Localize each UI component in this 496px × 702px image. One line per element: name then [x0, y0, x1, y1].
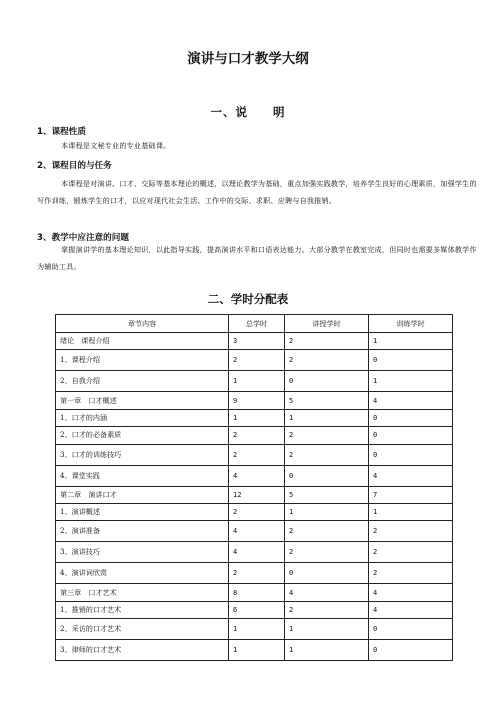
table-cell-hours: 3 [229, 333, 285, 350]
table-row [56, 619, 453, 640]
table-cell-chapter: 绪论 课程介绍 [56, 333, 229, 350]
table-cell-hours: 4 [285, 584, 369, 601]
table-cell-hours: 9 [229, 392, 285, 409]
table-cell-hours: 1 [229, 371, 285, 392]
hours-table [55, 314, 453, 661]
table-cell-hours: 2 [285, 601, 369, 618]
table-row [56, 427, 453, 444]
table-cell-hours: 4 [369, 601, 453, 618]
table-cell-hours: 1 [229, 640, 285, 661]
table-row [56, 444, 453, 465]
table-body [56, 333, 453, 661]
table-cell-hours: 8 [229, 584, 285, 601]
table-cell-hours: 2 [285, 427, 369, 444]
table-row [56, 371, 453, 392]
subheading-course-nature: 1、课程性质 [37, 127, 86, 137]
table-cell-hours: 4 [369, 392, 453, 409]
table-cell-hours: 2 [229, 444, 285, 465]
table-cell-hours: 1 [285, 619, 369, 640]
table-cell-hours: 2 [285, 444, 369, 465]
table-row [56, 333, 453, 350]
table-cell-hours: 0 [369, 619, 453, 640]
subheading-course-purpose: 2、课程目的与任务 [37, 161, 112, 171]
table-cell-chapter: 4、课堂实践 [56, 465, 229, 486]
table-cell-hours: 0 [285, 371, 369, 392]
table-row [56, 601, 453, 618]
table-cell-chapter: 第三章 口才艺术 [56, 584, 229, 601]
column-header: 训练学时 [369, 315, 453, 333]
table-cell-hours: 4 [229, 542, 285, 563]
table-cell-hours: 7 [369, 486, 453, 503]
table-cell-chapter: 第二章 演讲口才 [56, 486, 229, 503]
section-heading-description: 一、说 明 [210, 105, 286, 119]
table-cell-chapter: 第一章 口才概述 [56, 392, 229, 409]
table-cell-hours: 1 [229, 409, 285, 426]
document-title: 演讲与口才教学大纲 [187, 51, 309, 67]
column-header: 讲授学时 [285, 315, 369, 333]
table-cell-hours: 1 [369, 333, 453, 350]
table-cell-hours: 0 [369, 427, 453, 444]
table-cell-hours: 2 [229, 427, 285, 444]
table-cell-hours: 2 [369, 542, 453, 563]
column-header: 章节内容 [56, 315, 229, 333]
table-row [56, 542, 453, 563]
table-cell-hours: 2 [369, 521, 453, 542]
table-header-row [56, 315, 453, 333]
table-cell-hours: 2 [229, 350, 285, 371]
table-cell-hours: 1 [285, 640, 369, 661]
table-cell-hours: 1 [229, 619, 285, 640]
table-cell-hours: 0 [369, 444, 453, 465]
table-cell-hours: 4 [369, 584, 453, 601]
paragraph-teaching-notes: 掌握演讲学的基本理论知识，以此指导实践，提高演讲水平和口语表达能力。大部分教学在教室完成，但同时也需要多媒体教学作为辅助工具。 [37, 245, 477, 271]
table-cell-hours: 1 [369, 371, 453, 392]
table-cell-chapter: 2、自我介绍 [56, 371, 229, 392]
table-cell-chapter: 1、课程介绍 [56, 350, 229, 371]
table-cell-chapter: 2、演讲准备 [56, 521, 229, 542]
table-cell-chapter: 1、推销的口才艺术 [56, 601, 229, 618]
table-cell-hours: 1 [285, 503, 369, 520]
table-cell-hours: 1 [285, 409, 369, 426]
table-cell-hours: 2 [229, 563, 285, 584]
table-cell-chapter: 1、演讲概述 [56, 503, 229, 520]
table-row [56, 409, 453, 426]
table-cell-hours: 0 [285, 563, 369, 584]
table-cell-hours: 4 [229, 521, 285, 542]
table-cell-hours: 4 [369, 465, 453, 486]
table-cell-hours: 2 [285, 542, 369, 563]
table-row [56, 521, 453, 542]
table-cell-chapter: 3、演讲技巧 [56, 542, 229, 563]
table-cell-hours: 1 [369, 503, 453, 520]
table-cell-chapter: 2、采访的口才艺术 [56, 619, 229, 640]
table-cell-hours: 0 [369, 640, 453, 661]
column-header: 总学时 [229, 315, 285, 333]
table-row [56, 503, 453, 520]
subheading-teaching-notes: 3、教学中应注意的问题 [37, 233, 129, 243]
table-cell-chapter: 1、口才的内涵 [56, 409, 229, 426]
table-row [56, 563, 453, 584]
table-cell-hours: 2 [285, 333, 369, 350]
table-row [56, 350, 453, 371]
table-cell-hours: 2 [285, 521, 369, 542]
paragraph-course-nature: 本课程是文秘专业的专业基础课。 [61, 141, 171, 150]
section-heading-hours: 二、学时分配表 [207, 292, 289, 306]
table-cell-hours: 2 [369, 563, 453, 584]
table-row [56, 640, 453, 661]
paragraph-course-purpose: 本课程是对演讲、口才、交际等基本理论的概述，以理论教学为基础，重点加强实践教学，培养学生良好的心理素质，加强学生的写作训练，锻炼学生的口才，以应对现代社会生活、工作中的交际、求职、应聘与自我推销。 [37, 179, 477, 205]
table-cell-chapter: 4、演讲词欣赏 [56, 563, 229, 584]
table-cell-hours: 12 [229, 486, 285, 503]
table-row [56, 465, 453, 486]
table-cell-hours: 0 [369, 409, 453, 426]
table-cell-chapter: 2、口才的必备素质 [56, 427, 229, 444]
table-row [56, 584, 453, 601]
table-row [56, 486, 453, 503]
table-cell-hours: 0 [369, 350, 453, 371]
table-cell-hours: 2 [229, 503, 285, 520]
table-row [56, 392, 453, 409]
table-cell-hours: 4 [229, 465, 285, 486]
table-cell-hours: 5 [285, 392, 369, 409]
table-cell-chapter: 3、口才的训练技巧 [56, 444, 229, 465]
table-cell-hours: 6 [229, 601, 285, 618]
table-cell-chapter: 3、律师的口才艺术 [56, 640, 229, 661]
table-cell-hours: 0 [285, 465, 369, 486]
table-cell-hours: 5 [285, 486, 369, 503]
table-cell-hours: 2 [285, 350, 369, 371]
